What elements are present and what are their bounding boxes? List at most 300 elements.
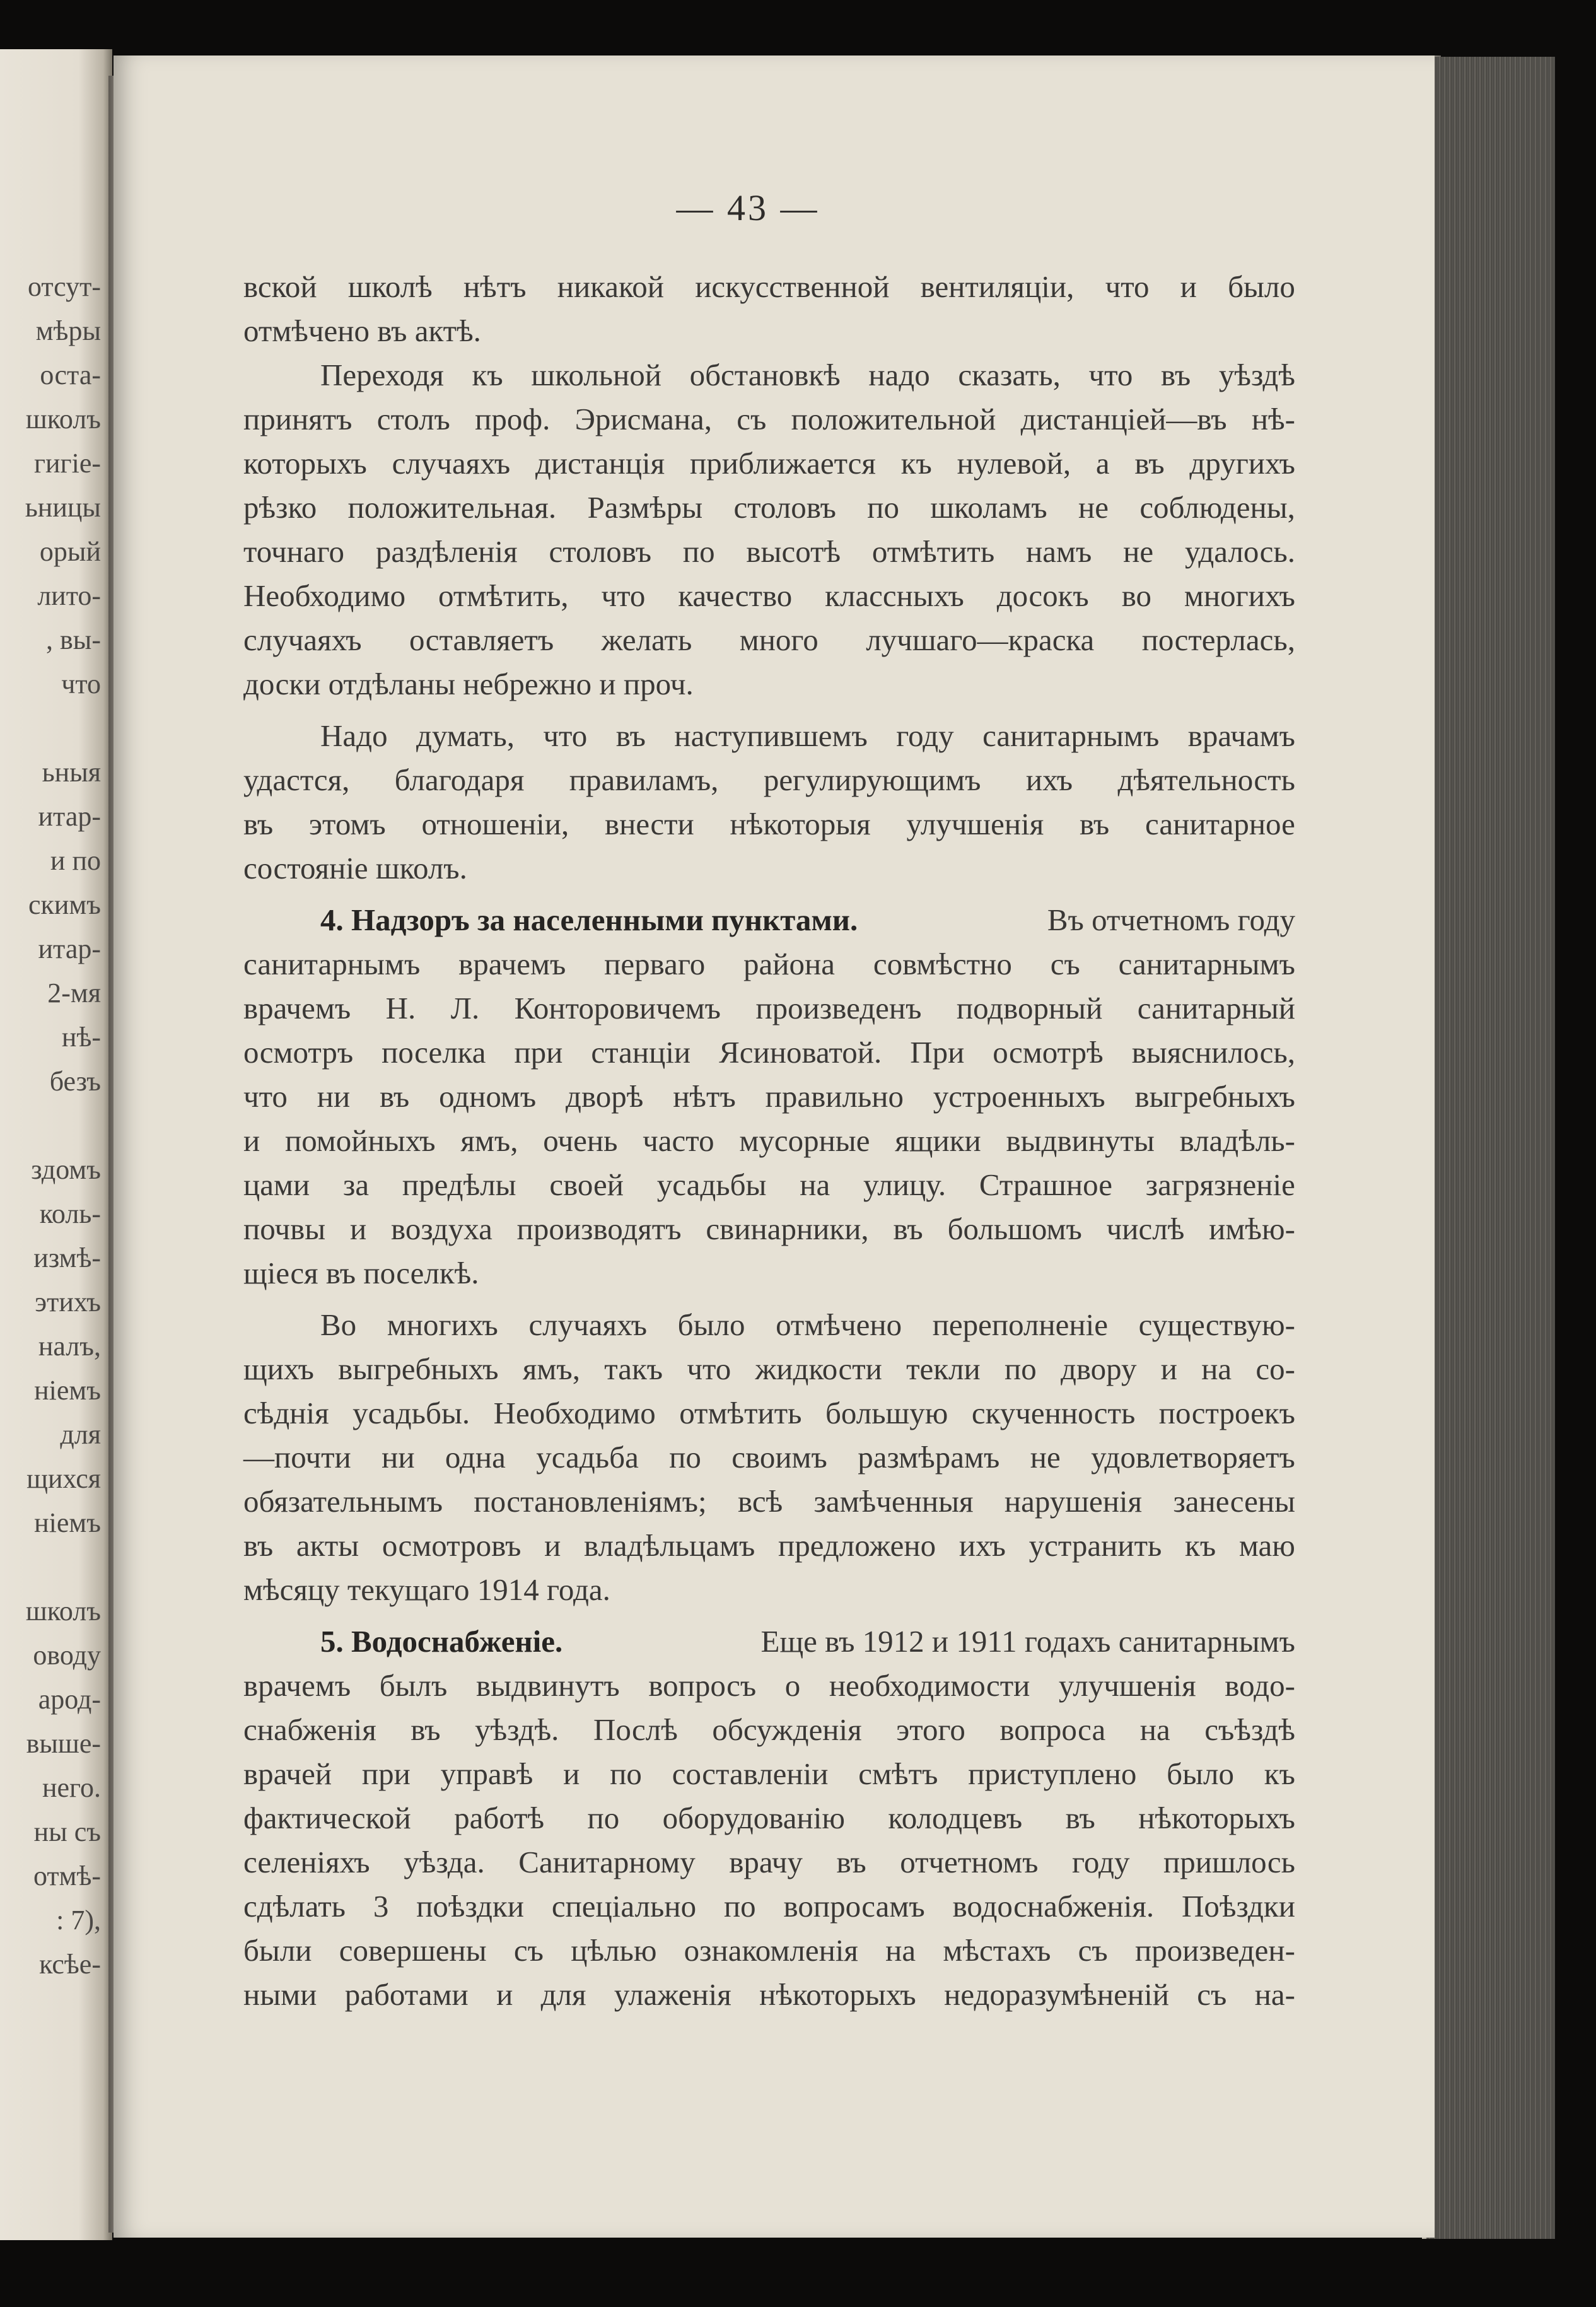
left-page-fragment [25,706,101,751]
word: отмѣчено [776,1307,902,1342]
word: скученность [971,1396,1136,1430]
word: дистанціей—въ [1020,402,1227,436]
word: ными [243,1977,317,2012]
word: замѣченныя [813,1484,974,1519]
left-page-fragment: , вы- [46,624,101,655]
word: санитарный [1137,991,1295,1025]
word: къ [1264,1756,1295,1791]
word: отмѣтить [679,1396,802,1430]
text-line [243,1884,1295,1929]
word: раздѣленія [375,534,518,569]
word: водо- [1225,1668,1295,1703]
word: и [544,1528,561,1563]
word: ни [382,1440,415,1475]
word: устроенныхъ [933,1079,1105,1114]
left-page-fragment: ьныя [42,757,101,788]
text-line [243,1031,1295,1075]
word: врачемъ [458,947,566,981]
word: было [1228,269,1295,304]
text-line [243,265,1295,309]
word: ихъ [958,1528,1006,1563]
word: благодаря [394,762,525,797]
word: Санитарному [518,1845,696,1879]
word: удастся, [243,762,350,797]
word: къ [472,358,503,392]
word: столъ [376,402,450,436]
word: Необходимо [243,578,406,613]
word: смѣтъ [858,1756,938,1791]
section-heading-4: 4. Надзоръ за населенными пунктами. [320,902,858,937]
word: никакой [557,269,665,304]
word: отчетномъ [900,1845,1039,1879]
text-line [243,441,1295,486]
left-page [0,49,112,2240]
word: принятъ [243,402,352,436]
text-line: мѣсяцу текущаго 1914 года. [243,1572,610,1607]
word: а [1095,446,1110,481]
word: очень [543,1123,618,1158]
text-line [243,1303,1295,1347]
word: которыхъ [243,446,367,481]
word: производятъ [516,1212,682,1246]
word: почвы [243,1212,326,1246]
word: санитарнымъ [243,947,421,981]
word: Переходя [320,358,444,392]
word: школьной [531,358,661,392]
page-number: — 43 — [676,187,820,228]
word: предѣлы [402,1167,516,1202]
word: классныхъ [825,578,964,613]
text-line [243,1347,1295,1391]
left-page-fragment: итар- [38,933,101,964]
word: другихъ [1189,446,1295,481]
word: положительной [791,402,996,436]
word: надо [868,358,930,392]
word: рѣзко [243,490,317,525]
text-line [243,1435,1295,1480]
word: постановленіямъ; [474,1484,707,1519]
left-page-fragment: отмѣ- [33,1860,101,1891]
word: въ [1080,807,1110,841]
word: обстановкѣ [689,358,841,392]
word: обязательнымъ [243,1484,443,1519]
text-line [243,618,1295,662]
word: ихъ [1025,762,1073,797]
word: существую- [1138,1307,1295,1342]
text-line [243,530,1295,574]
word: мѣстахъ [943,1933,1051,1968]
left-page-fragment: него. [42,1772,101,1803]
word: не [1078,490,1109,525]
word: отношеніи, [421,807,569,841]
word: нарушенія [1004,1484,1143,1519]
word: снабженія [243,1712,376,1747]
left-page-fragment: налъ, [38,1331,101,1362]
word: размѣрамъ [858,1440,1000,1475]
word: воздуха [391,1212,492,1246]
word: цѣлью [571,1933,657,1968]
word: подворный [956,991,1103,1025]
word: въ [893,1212,923,1246]
text-line: отмѣчено въ актѣ. [243,313,481,348]
word: большую [825,1396,948,1430]
word: уѣздѣ. [475,1712,559,1747]
left-page-fragment: ніемъ [34,1507,101,1538]
left-page-fragment: измѣ- [33,1242,101,1273]
word: нѣтъ [673,1079,736,1114]
word: съ [1078,1933,1108,1968]
word: что [243,1079,288,1114]
left-page-fragment: школъ [25,1596,101,1627]
word: усадьбы [656,1167,767,1202]
word: выдвинуты [1006,1123,1155,1158]
word: нулевой, [957,446,1071,481]
word: поселка [382,1035,486,1070]
left-page-fragment: ны съ [33,1816,101,1847]
text-line [243,397,1295,441]
word: и [563,1756,580,1791]
word: Надо [320,718,388,753]
word: что [543,718,588,753]
word: по [723,1889,756,1924]
word: не [1030,1440,1061,1475]
word: улучшенія [906,807,1044,841]
word: случаяхъ [243,622,362,657]
word: приближается [689,446,876,481]
word: регулирующимъ [763,762,981,797]
word: качество [678,578,793,613]
left-page-fragment: мѣры [35,315,101,346]
word: правиламъ, [569,762,719,797]
word: выяснилось, [1131,1035,1295,1070]
word: двору [1060,1352,1137,1386]
word: столовъ [733,490,837,525]
left-page-fragment: нѣ- [61,1022,101,1053]
word: При [910,1035,965,1070]
word: этого [896,1712,965,1747]
word: одна [445,1440,506,1475]
word: при [361,1756,411,1791]
word: Во [320,1307,357,1342]
word: въ [380,1079,410,1114]
word: и [1180,269,1197,304]
word: одномъ [439,1079,537,1114]
word: въ [411,1712,441,1747]
word: проф. [475,402,550,436]
word: и [243,1123,260,1158]
text-line [243,1075,1295,1119]
word: лучшаго—краска [866,622,1095,657]
word: необходимости [829,1668,1030,1703]
text-line: состояніе школъ. [243,851,467,885]
word: съ [737,402,767,436]
word: сдѣлать [243,1889,346,1924]
text-line [243,1664,1295,1708]
left-page-fragment: скимъ [28,889,101,920]
text-line [243,1973,1295,2017]
word: на [1139,1712,1170,1747]
word: фактической [243,1801,411,1835]
book-page-edges [1426,57,1555,2239]
word: Эрисмана, [574,402,713,436]
word: оборудованію [662,1801,845,1835]
text-line [243,1119,1295,1163]
left-page-fragment: лито- [37,580,101,611]
word: дистанція [535,446,665,481]
word: своимъ [731,1440,827,1475]
word: отмѣтить [871,534,995,569]
word: о [784,1668,801,1703]
word: по [867,490,900,525]
word: было [677,1307,745,1342]
word: точнаго [243,534,344,569]
word: что [601,578,646,613]
text-line [243,1929,1295,1973]
word: для [540,1977,586,2012]
word: щихъ [243,1352,314,1386]
word: со- [1255,1352,1295,1386]
text-fragment: Въ отчетномъ году [1047,902,1295,937]
word: работами [344,1977,469,2012]
word: всѣ [737,1484,783,1519]
word: уѣздѣ [1218,358,1295,392]
left-page-fragment [25,1104,101,1148]
word: за [342,1167,370,1202]
word: поѣздки [416,1889,524,1924]
word: ни [317,1079,351,1114]
text-line [243,1840,1295,1884]
left-page-fragments [25,265,101,1987]
word: и [349,1212,367,1246]
word: устранить [1028,1528,1162,1563]
word: Л. [450,991,480,1025]
word: врачемъ [243,991,351,1025]
word: этомъ [309,807,386,841]
text-line: щіеся въ поселкѣ. [243,1256,479,1290]
word: въ [243,1528,274,1563]
word: жидкости [755,1352,882,1386]
word: выгребныхъ [1134,1079,1295,1114]
word: многихъ [1184,578,1295,613]
word: вопросъ [648,1668,757,1703]
word: нѣтъ [463,269,527,304]
word: станціи [591,1035,691,1070]
word: —почти [243,1440,351,1475]
left-page-fragment: для [60,1419,101,1450]
word: усадьбы. [352,1396,470,1430]
word: владѣль- [1179,1123,1295,1158]
left-page-fragment: ніемъ [34,1375,101,1406]
word: колодцевъ [888,1801,1023,1835]
word: былъ [379,1668,448,1703]
word: совмѣстно [873,947,1012,981]
word: улицу. [863,1167,947,1202]
word: пришлось [1163,1845,1295,1879]
word: съ [513,1933,544,1968]
word: составленіи [672,1756,829,1791]
left-page-fragment: школъ [25,404,101,435]
left-page-fragment: здомъ [31,1154,101,1185]
word: Н. [385,991,416,1025]
word: что [687,1352,731,1386]
left-page-fragment: выше- [26,1728,101,1759]
text-line [243,1480,1295,1524]
left-page-fragment: коль- [39,1198,101,1229]
word: выдвинутъ [475,1668,620,1703]
word: искусственной [695,269,890,304]
word: что [1105,269,1150,304]
word: Необходимо [493,1396,656,1430]
word: имѣю- [1209,1212,1295,1246]
left-page-fragment: оводу [33,1640,101,1671]
text-line: доски отдѣланы небрежно и проч. [243,667,694,701]
text-line [243,574,1295,618]
text-line [243,353,1295,397]
word: было [1167,1756,1234,1791]
word: селеніяхъ [243,1845,370,1879]
word: наступившемъ [674,718,868,753]
word: вопросамъ [783,1889,925,1924]
word: цами [243,1167,310,1202]
word: на- [1254,1977,1295,2012]
word: часто [643,1123,714,1158]
word: приступлено [968,1756,1137,1791]
text-line [243,1620,1295,1664]
word: выгребныхъ [338,1352,499,1386]
text-line [243,486,1295,530]
word: были [243,1933,312,1968]
word: ящики [895,1123,981,1158]
word: удалось. [1184,534,1295,569]
text-line [243,802,1295,846]
left-page-fragment: оста- [40,359,101,390]
left-page-fragment: гигіе- [33,448,101,479]
word: постерлась, [1141,622,1295,657]
word: улучшенія [1058,1668,1196,1703]
word: района [743,947,835,981]
word: что [1088,358,1133,392]
word: Послѣ [593,1712,678,1747]
word: высотѣ [746,534,841,569]
word: по [682,534,715,569]
word: числѣ [1106,1212,1185,1246]
word: произведен- [1134,1933,1295,1968]
word: перваго [604,947,706,981]
word: на [885,1933,916,1968]
word: вской [243,269,317,304]
word: врачамъ [1187,718,1295,753]
word: обсужденія [712,1712,862,1747]
word: ямъ, [522,1352,580,1386]
word: спеціально [551,1889,697,1924]
text-line [243,1207,1295,1251]
text-line [243,898,1295,942]
word: врачей [243,1756,332,1791]
word: нѣ- [1251,402,1295,436]
word: положительная. [347,490,557,525]
word: осмотровъ [382,1528,521,1563]
word: по [587,1801,620,1835]
word: помойныхъ [284,1123,436,1158]
word: въ [1065,1801,1095,1835]
left-page-fragment: и по [50,845,101,876]
text-line [243,1708,1295,1752]
left-page-fragment [25,1545,101,1589]
left-page-fragment: щихся [26,1463,101,1494]
word: случаяхъ [528,1307,648,1342]
word: предложено [778,1528,936,1563]
word: своей [549,1167,624,1202]
word: дѣятельность [1117,762,1295,797]
word: врачемъ [243,1668,351,1703]
word: въ [836,1845,866,1879]
word: нѣкоторыя [730,807,871,841]
word: управѣ [440,1756,533,1791]
word: осмотръ [243,1035,354,1070]
word: нѣкоторыхъ [1138,1801,1295,1835]
body-text [243,265,1295,2017]
word: при [514,1035,563,1070]
word: Размѣры [587,490,703,525]
word: съ [1050,947,1080,981]
word: сказать, [958,358,1061,392]
word: осмотрѣ [993,1035,1104,1070]
word: ямъ, [460,1123,518,1158]
word: внести [605,807,694,841]
word: въ [243,807,274,841]
word: водоснабженія. [952,1889,1155,1924]
left-page-fragment: итар- [38,801,101,832]
word: совершены [339,1933,487,1968]
word: правильно [765,1079,904,1114]
word: санитарнымъ [1118,947,1295,981]
word: удовлетворяетъ [1091,1440,1295,1475]
word: на [800,1167,830,1202]
word: владѣльцамъ [583,1528,755,1563]
word: маю [1238,1528,1295,1563]
word: году [896,718,954,753]
text-line [243,1524,1295,1568]
word: году [1072,1845,1130,1879]
text-fragment: Еще въ 1912 и 1911 годахъ санитарнымъ [760,1624,1295,1659]
word: большомъ [947,1212,1082,1246]
word: столовъ [549,534,652,569]
word: съ [1197,1977,1227,2012]
word: произведенъ [755,991,922,1025]
word: загрязненіе [1145,1167,1295,1202]
text-line [243,758,1295,802]
left-page-fragment: ксѣе- [39,1949,101,1980]
word: по [1004,1352,1037,1386]
text-line [243,1391,1295,1435]
word: Ясиноватой. [719,1035,882,1070]
left-page-fragment: ьницы [25,492,101,523]
word: вентиляціи, [920,269,1075,304]
word: не [1123,534,1154,569]
section-heading-5: 5. Водоснабженіе. [320,1624,563,1659]
word: дворѣ [566,1079,644,1114]
word: по [610,1756,642,1791]
word: думать, [416,718,515,753]
text-line [243,714,1295,758]
word: построекъ [1158,1396,1295,1430]
word: ознакомленія [684,1933,858,1968]
text-line [243,1163,1295,1207]
word: вопроса [999,1712,1106,1747]
word: улаженія [614,1977,731,2012]
left-page-fragment: этихъ [35,1287,101,1317]
word: работѣ [454,1801,545,1835]
